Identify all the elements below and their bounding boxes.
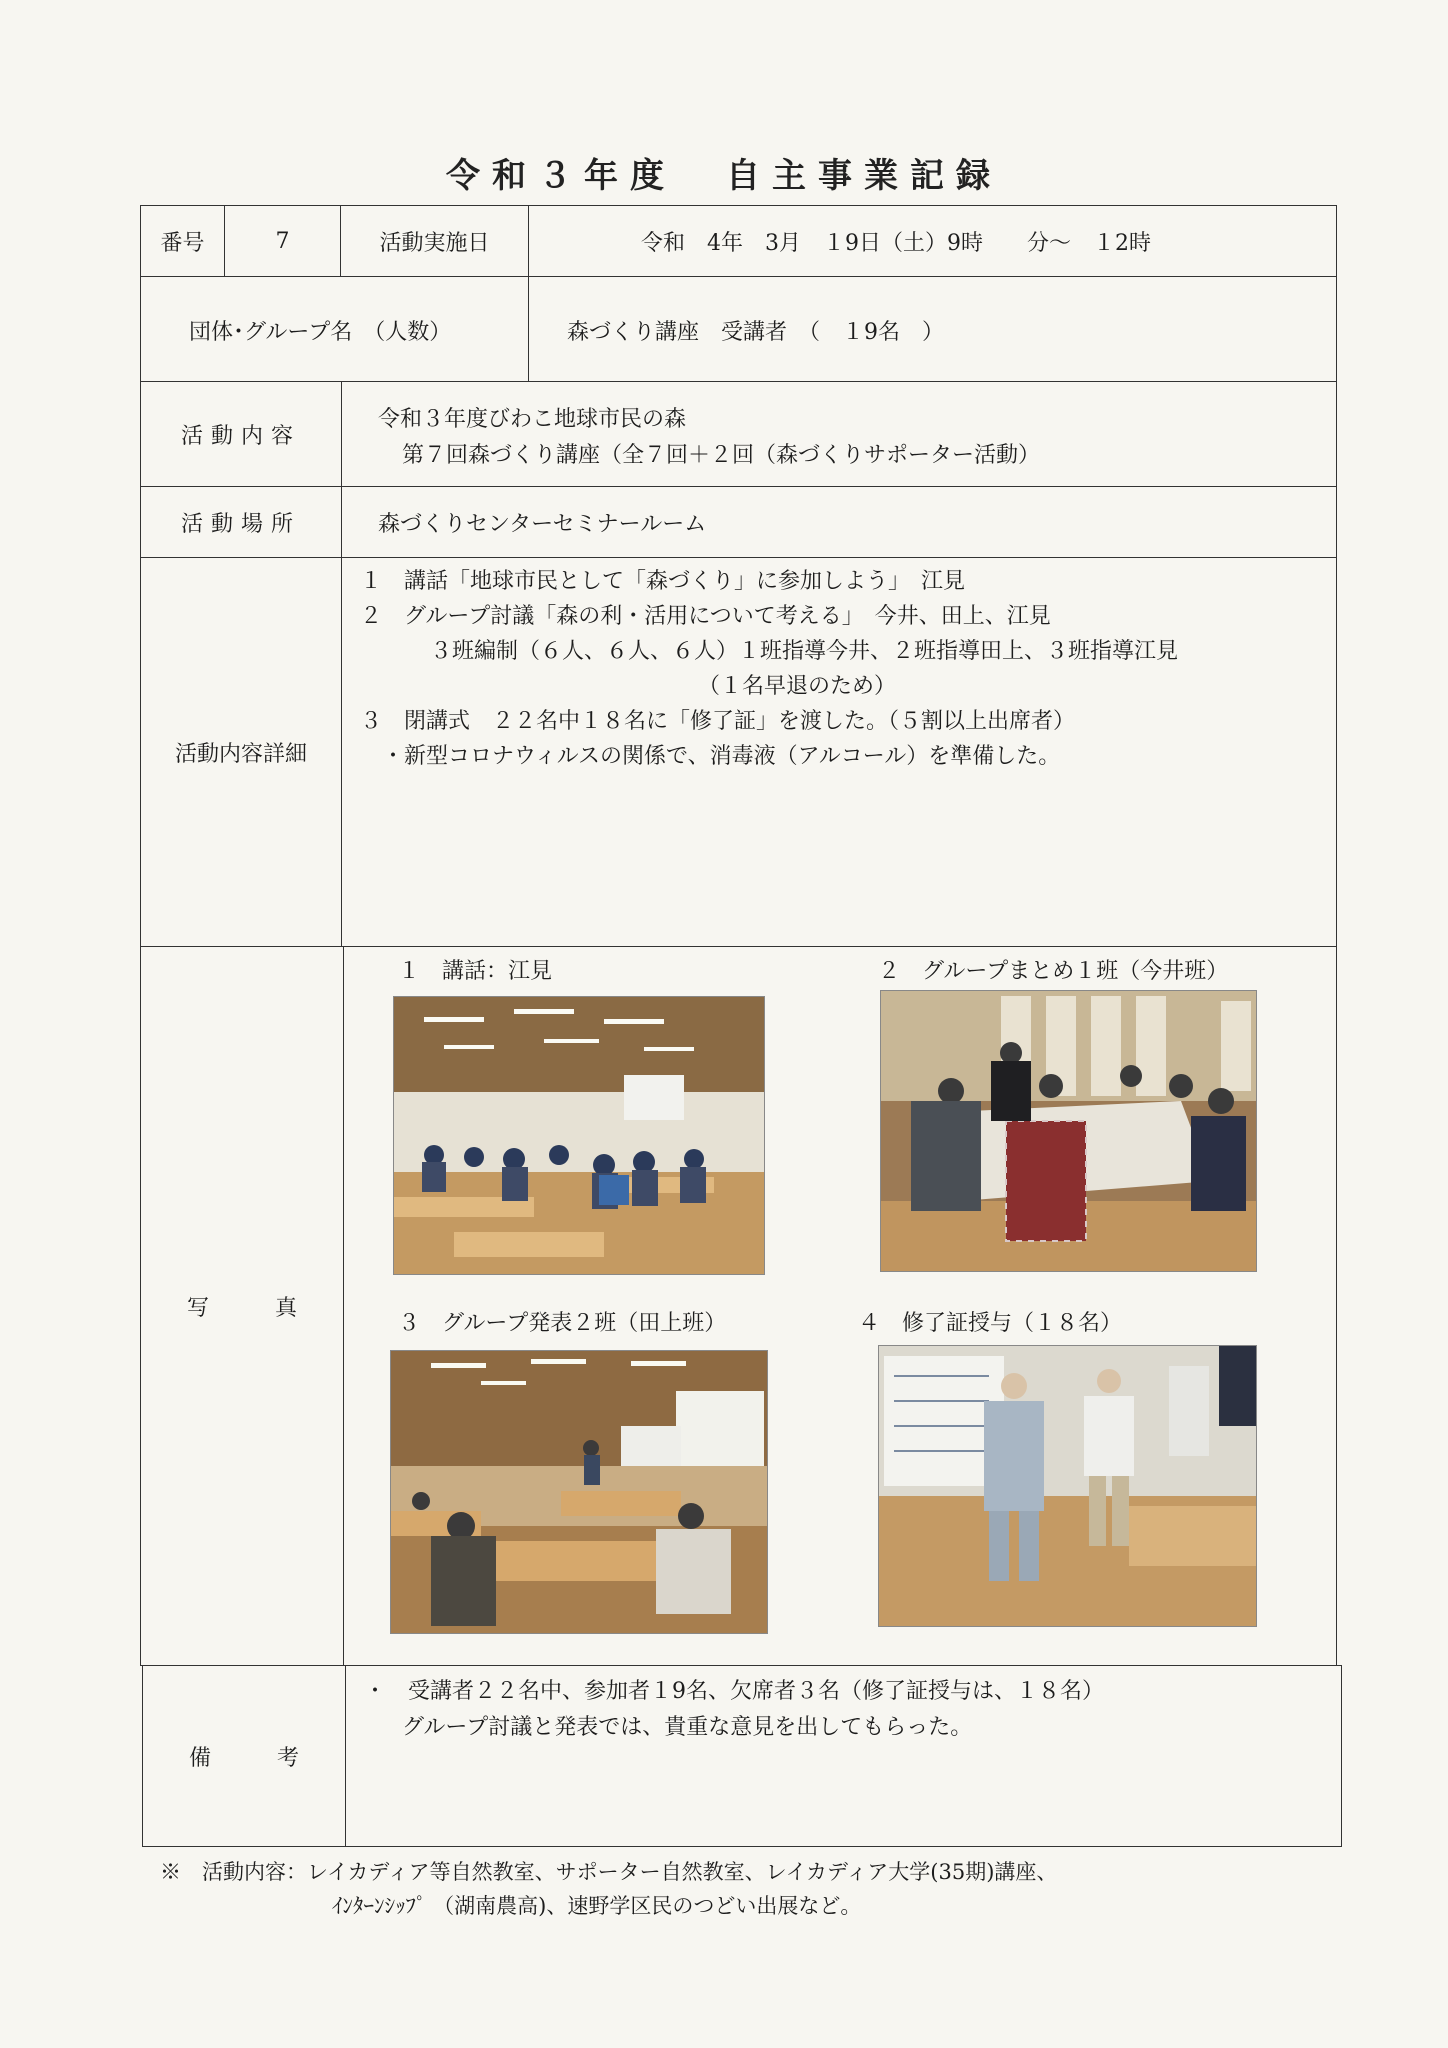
content-line-1: 令和３年度びわこ地球市民の森 [378, 407, 687, 432]
photo-label-cell [140, 946, 344, 1666]
photo-caption-2: ２ グループまとめ１班（今井班） [878, 959, 1229, 984]
date-label-cell [340, 205, 529, 277]
title-year: 令和３年度 [446, 156, 676, 196]
photo-lecture [393, 996, 765, 1275]
detail-line-3: ３班編制（６人、６人、６人）１班指導今井、２班指導田上、３班指導江見 [430, 639, 1179, 664]
photo-caption-1: １ 講話：江見 [398, 959, 553, 984]
content-value-cell [341, 381, 1337, 487]
group-label: 団体･グループ名 （人数） [189, 320, 452, 345]
date-value-cell [528, 205, 1337, 277]
detail-label: 活動内容詳細 [174, 741, 307, 767]
footnote-line-2: ｲﾝﾀｰﾝｼｯﾌﾟ （湖南農高)、速野学区民のつどい出展など。 [332, 1894, 862, 1918]
detail-line-5: ３ 閉講式 ２２名中１８名に「修了証」を渡した。（５割以上出席者） [360, 709, 1076, 734]
remarks-line-1: ・ 受講者２２名中、参加者１9名、欠席者３名（修了証授与は、１８名） [364, 1679, 1104, 1704]
group-label-cell [140, 276, 529, 382]
group-value-cell [528, 276, 1337, 382]
photo-caption-4: ４ 修了証授与（１８名） [858, 1311, 1123, 1336]
page-title [0, 148, 1448, 197]
footnote-line-1: ※ 活動内容：レイカディア等自然教室、サポーター自然教室、レイカディア大学(35期)講座、 [160, 1860, 1058, 1884]
title-main: 自主事業記録 [726, 156, 1002, 196]
remarks-label-cell [142, 1665, 346, 1847]
photo-certificate [878, 1345, 1257, 1627]
place-value: 森づくりセンターセミナールーム [378, 512, 707, 537]
photo-group-work [880, 990, 1257, 1272]
group-value: 森づくり講座 受講者 （ １9名 ） [567, 320, 944, 345]
photo-presentation [390, 1350, 768, 1634]
remarks-value-cell [345, 1665, 1342, 1847]
number-value: 7 [275, 228, 290, 254]
place-label: 活動場所 [180, 511, 301, 537]
detail-line-4: （１名早退のため） [698, 674, 897, 699]
number-label-cell [140, 205, 225, 277]
content-label: 活動内容 [180, 423, 301, 449]
detail-line-6: ・新型コロナウィルスの関係で、消毒液（アルコール）を準備した。 [382, 744, 1061, 769]
number-label: 番号 [160, 230, 205, 256]
detail-line-2: ２ グループ討議「森の利・活用について考える」 今井、田上、江見 [360, 604, 1051, 629]
date-label: 活動実施日 [379, 230, 490, 256]
content-label-cell [140, 381, 342, 487]
place-label-cell [140, 486, 342, 558]
remarks-label: 備 考 [188, 1745, 299, 1771]
detail-line-1: １ 講話「地球市民として「森づくり」に参加しよう」 江見 [360, 569, 966, 594]
detail-label-cell [140, 557, 342, 947]
date-value: 令和 4年 3月 １9日（土）9時 分～ １2時 [641, 231, 1151, 256]
content-line-2: 第７回森づくり講座（全７回＋２回（森づくりサポーター活動） [402, 443, 1041, 468]
photo-label: 写 真 [186, 1295, 297, 1321]
detail-value-cell [341, 557, 1337, 947]
remarks-line-2: グループ討議と発表では、貴重な意見を出してもらった。 [402, 1715, 973, 1740]
number-value-cell [224, 205, 341, 277]
place-value-cell [341, 486, 1337, 558]
photo-caption-3: ３ グループ発表２班（田上班） [398, 1311, 727, 1336]
